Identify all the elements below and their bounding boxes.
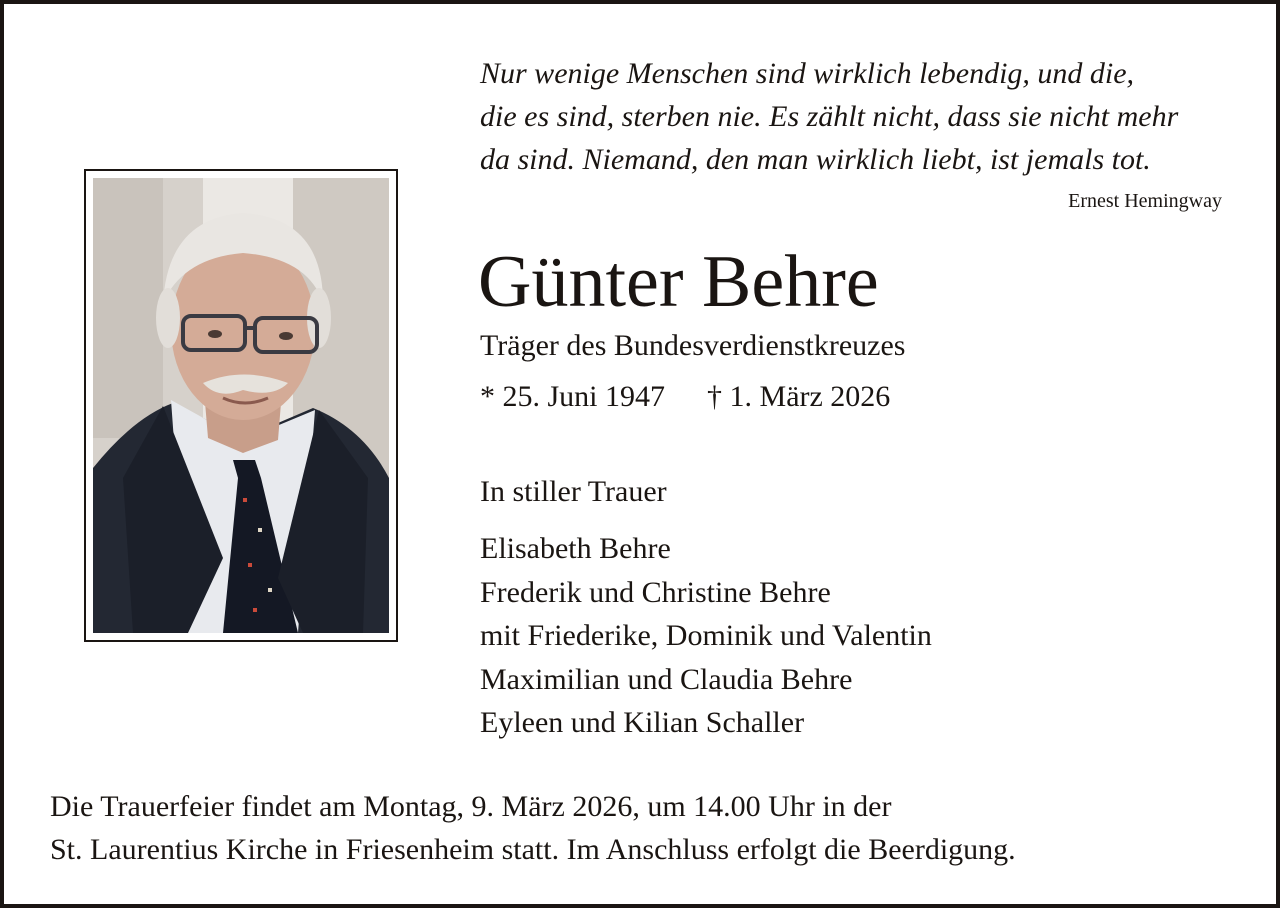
deceased-name: Günter Behre (478, 241, 879, 323)
mourning-heading: In stiller Trauer (480, 475, 667, 508)
mourner-name: mit Friederike, Dominik und Valentin (480, 619, 932, 652)
quote-line: da sind. Niemand, den man wirklich liebt, ist jemals tot. (480, 143, 1151, 176)
quote-line: Nur wenige Menschen sind wirklich lebendig, und die, (480, 57, 1135, 90)
mourner-name: Elisabeth Behre (480, 532, 671, 565)
ceremony-info (50, 785, 1016, 871)
birth-date: * 25. Juni 1947 (480, 380, 666, 413)
quote-line: die es sind, sterben nie. Es zählt nicht, dass sie nicht mehr (480, 100, 1179, 133)
hemingway-quote (480, 52, 1260, 181)
mourner-name: Frederik und Christine Behre (480, 575, 831, 609)
death-date: † 1. März 2026 (707, 380, 891, 413)
deceased-honor: Träger des Bundesverdienstkreuzes (480, 329, 906, 362)
mourner-name: Maximilian und Claudia Behre (480, 662, 853, 696)
life-dates (480, 379, 890, 415)
portrait-frame (84, 169, 398, 642)
mourners-list (480, 527, 932, 745)
quote-author: Ernest Hemingway (1068, 190, 1222, 212)
ceremony-line: St. Laurentius Kirche in Friesenheim statt. Im Anschluss erfolgt die Beerdigung. (50, 833, 1016, 866)
mourner-name: Eyleen und Kilian Schaller (480, 706, 805, 739)
portrait-photo (93, 178, 389, 633)
ceremony-line: Die Trauerfeier findet am Montag, 9. März 2026, um 14.00 Uhr in der (50, 790, 892, 823)
